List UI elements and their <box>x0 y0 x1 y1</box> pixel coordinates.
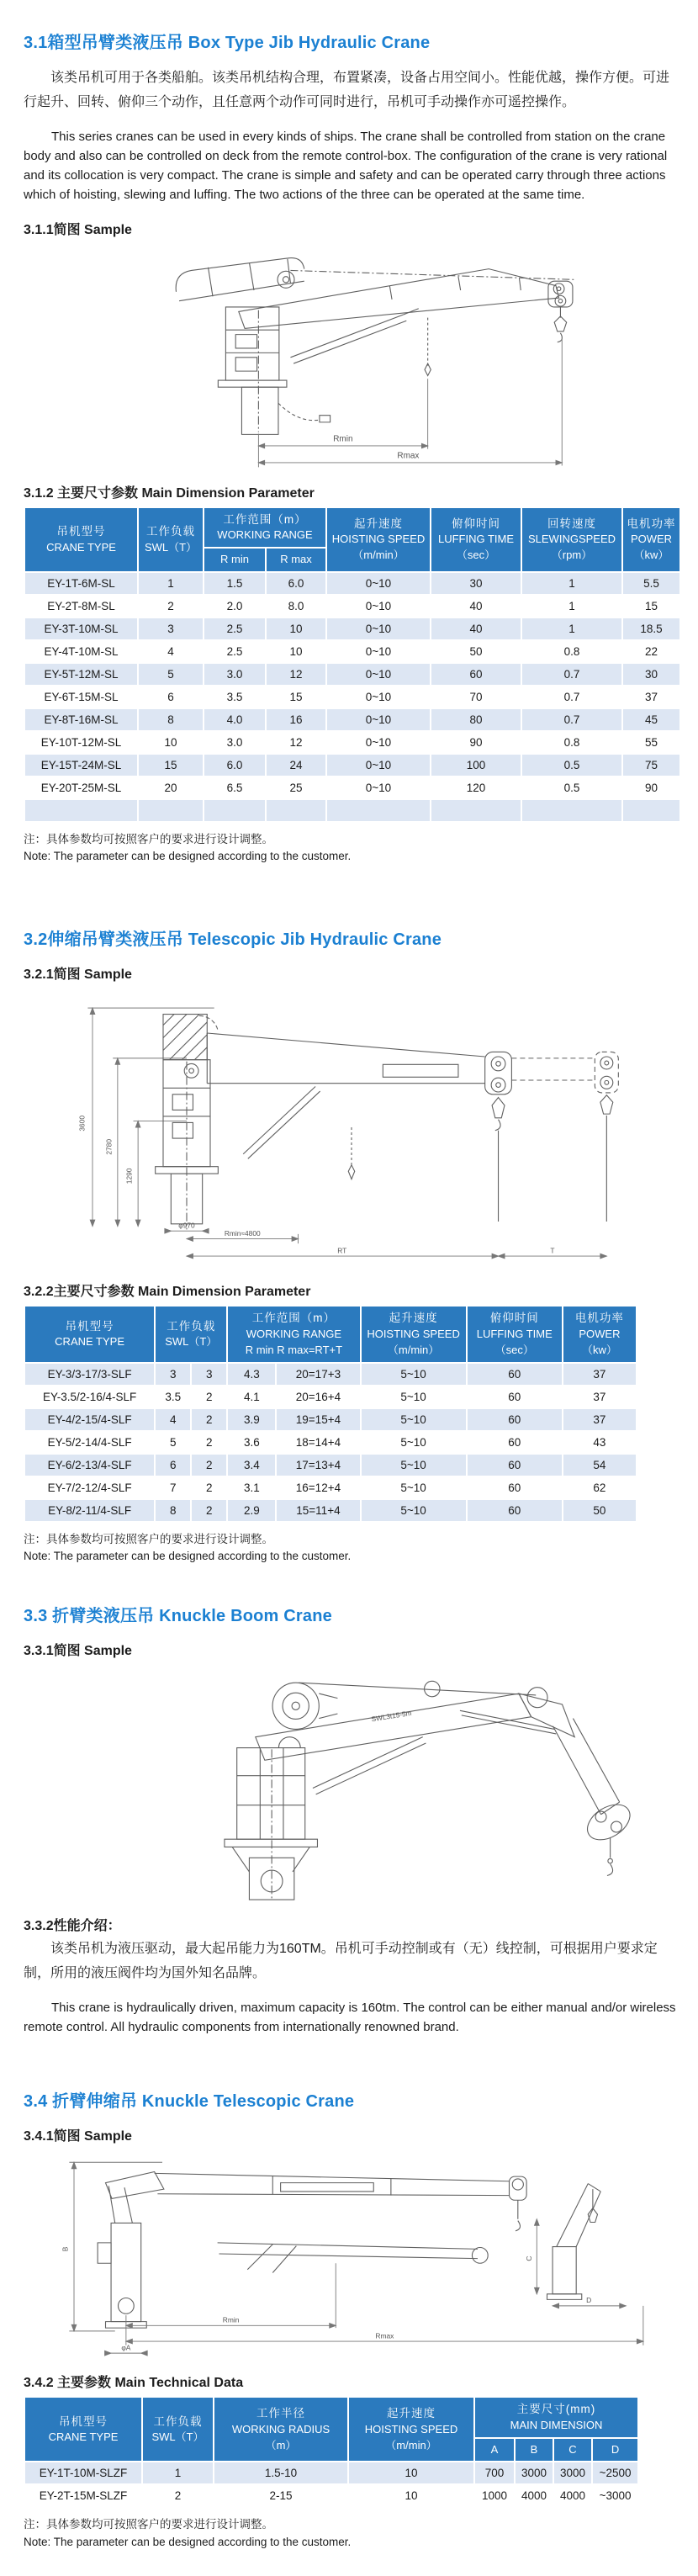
table-cell: EY-20T-25M-SL <box>24 777 138 799</box>
table-cell: 20 <box>138 777 204 799</box>
table-cell <box>266 799 326 822</box>
table-cell: 20=17+3 <box>276 1363 360 1386</box>
table-cell <box>521 799 622 822</box>
table-cell: 22 <box>622 640 680 663</box>
table-cell: 17=13+4 <box>276 1454 360 1476</box>
table-cell: 0.5 <box>521 754 622 777</box>
table-cell: EY-1T-6M-SL <box>24 572 138 595</box>
table-cell: 37 <box>563 1363 637 1386</box>
section-3-1-paragraph-en: This series cranes can be used in every kinds of ships. The crane shall be controlled from station on the crane body and also can be controlled on deck from the remote control-box. The configuration of the crane is very rational and its collocation is very compact. The crane is simple and safety and can be operated carry through three actions which of hoisting, slewing and luffing. The two actions of the three can be operated at the same time. <box>24 129 668 203</box>
table-cell: 16 <box>266 708 326 731</box>
table-cell: 5~10 <box>361 1499 467 1522</box>
telescopic-crane-diagram <box>45 986 658 1269</box>
table-note: 注：具体参数均可按照客户的要求进行设计调整。 Note: The parameter can be designed according to the customer. <box>24 1532 352 1562</box>
dim-label-b: B <box>61 2246 70 2252</box>
table-cell: 3.5 <box>155 1386 191 1408</box>
table-row <box>24 2484 638 2507</box>
table-cell: 10 <box>138 731 204 754</box>
table-cell: 3.4 <box>227 1454 276 1476</box>
table-row <box>24 1431 637 1454</box>
table-row <box>24 1363 637 1386</box>
table-cell: 0~10 <box>326 595 431 617</box>
table-row <box>24 731 680 754</box>
table-cell: 15=11+4 <box>276 1499 360 1522</box>
table-cell: 4.0 <box>204 708 266 731</box>
col-header-rmin: R min <box>204 548 266 572</box>
section-3-4-heading: 3.4 折臂伸缩吊 Knuckle Telescopic Crane <box>24 2092 355 2112</box>
table-cell: 4000 <box>553 2484 592 2507</box>
knuckle-telescopic-crane-diagram-wrap <box>24 2148 679 2360</box>
table-cell: 1.5 <box>204 572 266 595</box>
table-cell <box>138 799 204 822</box>
col-header-luffing-time: 俯仰时间 LUFFING TIME （sec） <box>467 1306 563 1362</box>
col-header-working-range: 工作范围（m） WORKING RANGE R min R max=RT+T <box>227 1306 360 1362</box>
col-header-power: 电机功率 POWER （kw） <box>563 1306 637 1362</box>
table-cell: 1000 <box>474 2484 515 2507</box>
table-cell: 62 <box>563 1476 637 1499</box>
dim-label-d: D <box>586 2296 592 2305</box>
table-cell: 1 <box>521 572 622 595</box>
dim-label-dia970: φ970 <box>178 1221 195 1230</box>
dim-label-2780: 2780 <box>104 1139 114 1155</box>
table-cell: 60 <box>467 1499 563 1522</box>
table-cell: 3 <box>155 1363 191 1386</box>
table-cell: 2.5 <box>204 617 266 640</box>
section-3-3-2-intro-heading: 3.3.2性能介绍： <box>24 1919 121 1934</box>
table-cell: 5 <box>155 1431 191 1454</box>
table-cell: 15 <box>138 754 204 777</box>
table-cell: 2 <box>191 1476 227 1499</box>
table-cell: EY-2T-15M-SLZF <box>24 2484 142 2507</box>
table-cell: 3 <box>191 1363 227 1386</box>
table-cell: 8 <box>138 708 204 731</box>
table-cell: 2 <box>191 1454 227 1476</box>
table-cell: 4.1 <box>227 1386 276 1408</box>
table-cell: 2 <box>191 1408 227 1431</box>
table-cell: 2.5 <box>204 640 266 663</box>
table-cell: 5~10 <box>361 1408 467 1431</box>
section-3-2-heading: 3.2伸缩吊臂类液压吊 Telescopic Jib Hydraulic Crane <box>24 930 442 950</box>
section-3-4-2-table-heading: 3.4.2 主要参数 Main Technical Data <box>24 2376 244 2391</box>
table-cell: 12 <box>266 663 326 686</box>
table-cell: EY-3T-10M-SL <box>24 617 138 640</box>
table-cell: 70 <box>431 686 521 708</box>
table-cell: 15 <box>266 686 326 708</box>
table-cell: 10 <box>348 2484 474 2507</box>
table-cell: EY-7/2-12/4-SLF <box>24 1476 155 1499</box>
section-3-3-paragraph-en: This crane is hydraulically driven, maximum capacity is 160tm. The control can be either manual and/or wireless remote control. All hydraulic components from internationally renowned brand. <box>24 2000 676 2034</box>
table-cell: EY-8/2-11/4-SLF <box>24 1499 155 1522</box>
table-cell: 3.9 <box>227 1408 276 1431</box>
table-cell: EY-5/2-14/4-SLF <box>24 1431 155 1454</box>
table-cell: 2.9 <box>227 1499 276 1522</box>
table-cell: 60 <box>467 1386 563 1408</box>
table-cell: 75 <box>622 754 680 777</box>
table-cell: 5~10 <box>361 1476 467 1499</box>
col-header-swl: 工作负载 SWL（T） <box>138 507 204 572</box>
dim-label-rmin: Rmin <box>222 2315 240 2324</box>
table-cell: 50 <box>563 1499 637 1522</box>
table-cell: 90 <box>431 731 521 754</box>
table-cell: 5~10 <box>361 1431 467 1454</box>
table-cell: 6.0 <box>204 754 266 777</box>
table-cell: 16=12+4 <box>276 1476 360 1499</box>
table-cell: 2 <box>191 1499 227 1522</box>
table-cell: 0.8 <box>521 731 622 754</box>
table-cell: 3000 <box>515 2462 553 2484</box>
section-3-1-1-sample-heading: 3.1.1简图 Sample <box>24 222 132 237</box>
table-cell <box>431 799 521 822</box>
table-cell: 2 <box>191 1431 227 1454</box>
table-cell: 3.0 <box>204 731 266 754</box>
table-cell: 43 <box>563 1431 637 1454</box>
table-cell: 20=16+4 <box>276 1386 360 1408</box>
table-cell: 60 <box>467 1363 563 1386</box>
col-header-dim-a: A <box>474 2438 515 2462</box>
table-row <box>24 2462 638 2484</box>
table-cell: 18.5 <box>622 617 680 640</box>
table-cell: 5 <box>138 663 204 686</box>
dim-label-phi-a: φA <box>121 2343 131 2352</box>
table-note: 注：具体参数均可按照客户的要求进行设计调整。 Note: The parameter can be designed according to the customer. <box>24 832 352 863</box>
table-cell: 10 <box>266 640 326 663</box>
table-cell: 10 <box>266 617 326 640</box>
dim-label-3600: 3600 <box>77 1116 87 1132</box>
table-cell: EY-1T-10M-SLZF <box>24 2462 142 2484</box>
col-header-crane-type: 吊机型号 CRANE TYPE <box>24 2397 142 2462</box>
dim-label-rt: RT <box>337 1246 347 1255</box>
section-3-1-paragraph-cn: 该类吊机可用于各类船舶。该类吊机结构合理，布置紧凑，设备占用空间小。性能优越，操作方便。可进行起升、回转、俯仰三个动作，且任意两个动作可同时进行，吊机可手动操作亦可遥控操作。 <box>24 71 670 109</box>
table-cell: 12 <box>266 731 326 754</box>
table-cell: 4000 <box>515 2484 553 2507</box>
table-cell: 3000 <box>553 2462 592 2484</box>
table-cell: EY-6/2-13/4-SLF <box>24 1454 155 1476</box>
col-header-main-dimension: 主要尺寸(mm) MAIN DIMENSION <box>474 2397 638 2437</box>
table-cell: 15 <box>622 595 680 617</box>
table-cell: 700 <box>474 2462 515 2484</box>
table-row <box>24 572 680 595</box>
table-row <box>24 708 680 731</box>
table-cell: 2.0 <box>204 595 266 617</box>
dim-label-t: T <box>550 1246 555 1255</box>
table-cell: 80 <box>431 708 521 731</box>
table-cell: 30 <box>431 572 521 595</box>
table-cell: 60 <box>431 663 521 686</box>
table-cell: 24 <box>266 754 326 777</box>
table-cell: 6 <box>155 1454 191 1476</box>
table-cell: 4 <box>138 640 204 663</box>
table-cell: 7 <box>155 1476 191 1499</box>
col-header-swl: 工作负载 SWL（T） <box>142 2397 214 2462</box>
table-cell: 19=15+4 <box>276 1408 360 1431</box>
table-cell: 0.7 <box>521 708 622 731</box>
table-cell: 40 <box>431 595 521 617</box>
table-cell <box>622 799 680 822</box>
box-jib-crane-diagram-wrap <box>24 241 679 470</box>
table-cell: EY-2T-8M-SL <box>24 595 138 617</box>
table-cell: 0~10 <box>326 708 431 731</box>
table-cell: 0.7 <box>521 686 622 708</box>
table-row <box>24 1454 637 1476</box>
col-header-dim-d: D <box>592 2438 638 2462</box>
table-cell: 54 <box>563 1454 637 1476</box>
table-row <box>24 799 680 822</box>
table-row <box>24 1499 637 1522</box>
table-cell: 120 <box>431 777 521 799</box>
table-cell: 0~10 <box>326 777 431 799</box>
knuckle-telescopic-parameter-table <box>24 2396 639 2508</box>
table-cell: 0~10 <box>326 686 431 708</box>
table-cell <box>326 799 431 822</box>
table-cell: 6 <box>138 686 204 708</box>
table-cell: 2 <box>138 595 204 617</box>
table-cell: EY-4T-10M-SL <box>24 640 138 663</box>
table-cell: 0~10 <box>326 617 431 640</box>
dim-label-rmin4800: Rmin≈4800 <box>224 1229 261 1238</box>
table-cell: 6.5 <box>204 777 266 799</box>
table-row <box>24 663 680 686</box>
table-cell: 37 <box>622 686 680 708</box>
knuckle-boom-crane-diagram <box>57 1662 646 1903</box>
table-cell: 4 <box>155 1408 191 1431</box>
table-row <box>24 1476 637 1499</box>
table-cell: 4.3 <box>227 1363 276 1386</box>
table-cell: 0~10 <box>326 754 431 777</box>
table-cell: 0.7 <box>521 663 622 686</box>
table-cell: ~3000 <box>592 2484 638 2507</box>
table-cell: 10 <box>348 2462 474 2484</box>
boom-swl-label: SWL3t15-5m <box>370 1709 413 1724</box>
table-cell: 50 <box>431 640 521 663</box>
table-cell: 100 <box>431 754 521 777</box>
telescopic-crane-diagram-wrap <box>24 986 679 1269</box>
table-cell <box>24 799 138 822</box>
section-3-3-1-sample-heading: 3.3.1简图 Sample <box>24 1644 132 1659</box>
section-3-2-2-table-heading: 3.2.2主要尺寸参数 Main Dimension Parameter <box>24 1285 311 1300</box>
table-row <box>24 640 680 663</box>
table-cell <box>204 799 266 822</box>
table-cell: 18=14+4 <box>276 1431 360 1454</box>
dim-label-1290: 1290 <box>124 1168 134 1185</box>
table-cell: EY-8T-16M-SL <box>24 708 138 731</box>
col-header-hoisting-speed: 起升速度 HOISTING SPEED （m/min） <box>326 507 431 572</box>
table-cell: 60 <box>467 1408 563 1431</box>
col-header-hoisting-speed: 起升速度 HOISTING SPEED （m/min） <box>361 1306 467 1362</box>
table-cell: 5~10 <box>361 1363 467 1386</box>
table-cell: 3.6 <box>227 1431 276 1454</box>
col-header-rmax: R max <box>266 548 326 572</box>
col-header-luffing-time: 俯仰时间 LUFFING TIME （sec） <box>431 507 521 572</box>
dim-label-rmin: Rmin <box>333 434 353 444</box>
dim-label-rmax: Rmax <box>397 451 420 461</box>
table-row <box>24 617 680 640</box>
table-cell: 0~10 <box>326 663 431 686</box>
table-cell: 60 <box>467 1476 563 1499</box>
table-cell: 5.5 <box>622 572 680 595</box>
table-cell: 3 <box>138 617 204 640</box>
table-cell: EY-5T-12M-SL <box>24 663 138 686</box>
table-cell: 60 <box>467 1431 563 1454</box>
table-cell: 8 <box>155 1499 191 1522</box>
table-cell: 90 <box>622 777 680 799</box>
table-cell: 1 <box>521 617 622 640</box>
col-header-power: 电机功率 POWER （kw） <box>622 507 680 572</box>
table-cell: 5~10 <box>361 1386 467 1408</box>
table-cell: EY-3/3-17/3-SLF <box>24 1363 155 1386</box>
table-cell: 0~10 <box>326 731 431 754</box>
table-cell: 30 <box>622 663 680 686</box>
knuckle-telescopic-crane-diagram <box>36 2148 667 2360</box>
table-cell: 8.0 <box>266 595 326 617</box>
table-cell: 2 <box>191 1386 227 1408</box>
dim-label-c: C <box>524 2255 533 2261</box>
table-cell: 0.5 <box>521 777 622 799</box>
table-cell: 40 <box>431 617 521 640</box>
box-jib-parameter-table <box>24 506 681 823</box>
table-cell: 3.1 <box>227 1476 276 1499</box>
col-header-crane-type: 吊机型号 CRANE TYPE <box>24 507 138 572</box>
knuckle-boom-crane-diagram-wrap <box>24 1662 679 1903</box>
table-cell: 0~10 <box>326 572 431 595</box>
table-cell: 2-15 <box>214 2484 348 2507</box>
table-note: 注：具体参数均可按照客户的要求进行设计调整。 Note: The parameter can be designed according to the customer. <box>24 2518 352 2548</box>
col-header-hoisting-speed: 起升速度 HOISTING SPEED （m/min） <box>348 2397 474 2462</box>
telescopic-parameter-table <box>24 1305 637 1522</box>
section-3-2-1-sample-heading: 3.2.1简图 Sample <box>24 967 132 983</box>
table-cell: 5~10 <box>361 1454 467 1476</box>
table-cell: 6.0 <box>266 572 326 595</box>
table-cell: 2 <box>142 2484 214 2507</box>
table-cell: 45 <box>622 708 680 731</box>
col-header-working-radius: 工作半径 WORKING RADIUS （m） <box>214 2397 348 2462</box>
col-header-dim-b: B <box>515 2438 553 2462</box>
section-3-1-heading: 3.1箱型吊臂类液压吊 Box Type Jib Hydraulic Crane <box>24 34 431 52</box>
table-cell: EY-3.5/2-16/4-SLF <box>24 1386 155 1408</box>
table-cell: ~2500 <box>592 2462 638 2484</box>
dim-label-rmax: Rmax <box>375 2331 394 2340</box>
section-3-3-paragraph-cn: 该类吊机为液压驱动，最大起吊能力为160TM。吊机可手动控制或有（无）线控制，可根据用户要求定制，所用的液压阀件均为国外知名品牌。 <box>24 1942 658 1980</box>
section-3-3-heading: 3.3 折臂类液压吊 Knuckle Boom Crane <box>24 1607 332 1626</box>
table-cell: 1.5-10 <box>214 2462 348 2484</box>
table-cell: 1 <box>521 595 622 617</box>
table-row <box>24 777 680 799</box>
table-cell: EY-4/2-15/4-SLF <box>24 1408 155 1431</box>
table-row <box>24 1408 637 1431</box>
table-cell: 1 <box>138 572 204 595</box>
table-cell: 3.0 <box>204 663 266 686</box>
table-cell: 0.8 <box>521 640 622 663</box>
table-cell: 37 <box>563 1408 637 1431</box>
table-row <box>24 754 680 777</box>
section-3-1-2-table-heading: 3.1.2 主要尺寸参数 Main Dimension Parameter <box>24 485 315 501</box>
table-cell: 55 <box>622 731 680 754</box>
col-header-dim-c: C <box>553 2438 592 2462</box>
table-cell: EY-6T-15M-SL <box>24 686 138 708</box>
table-row <box>24 595 680 617</box>
table-row <box>24 1386 637 1408</box>
col-header-working-range: 工作范围（m） WORKING RANGE <box>204 507 326 548</box>
table-cell: 60 <box>467 1454 563 1476</box>
table-cell: EY-10T-12M-SL <box>24 731 138 754</box>
table-cell: 25 <box>266 777 326 799</box>
table-row <box>24 686 680 708</box>
section-3-4-1-sample-heading: 3.4.1简图 Sample <box>24 2129 132 2144</box>
table-cell: 1 <box>142 2462 214 2484</box>
table-cell: 37 <box>563 1386 637 1408</box>
table-cell: EY-15T-24M-SL <box>24 754 138 777</box>
col-header-crane-type: 吊机型号 CRANE TYPE <box>24 1306 155 1362</box>
box-jib-crane-diagram <box>53 241 650 470</box>
col-header-slewing-speed: 回转速度 SLEWINGSPEED （rpm） <box>521 507 622 572</box>
table-cell: 0~10 <box>326 640 431 663</box>
col-header-swl: 工作负载 SWL（T） <box>155 1306 227 1362</box>
table-cell: 3.5 <box>204 686 266 708</box>
